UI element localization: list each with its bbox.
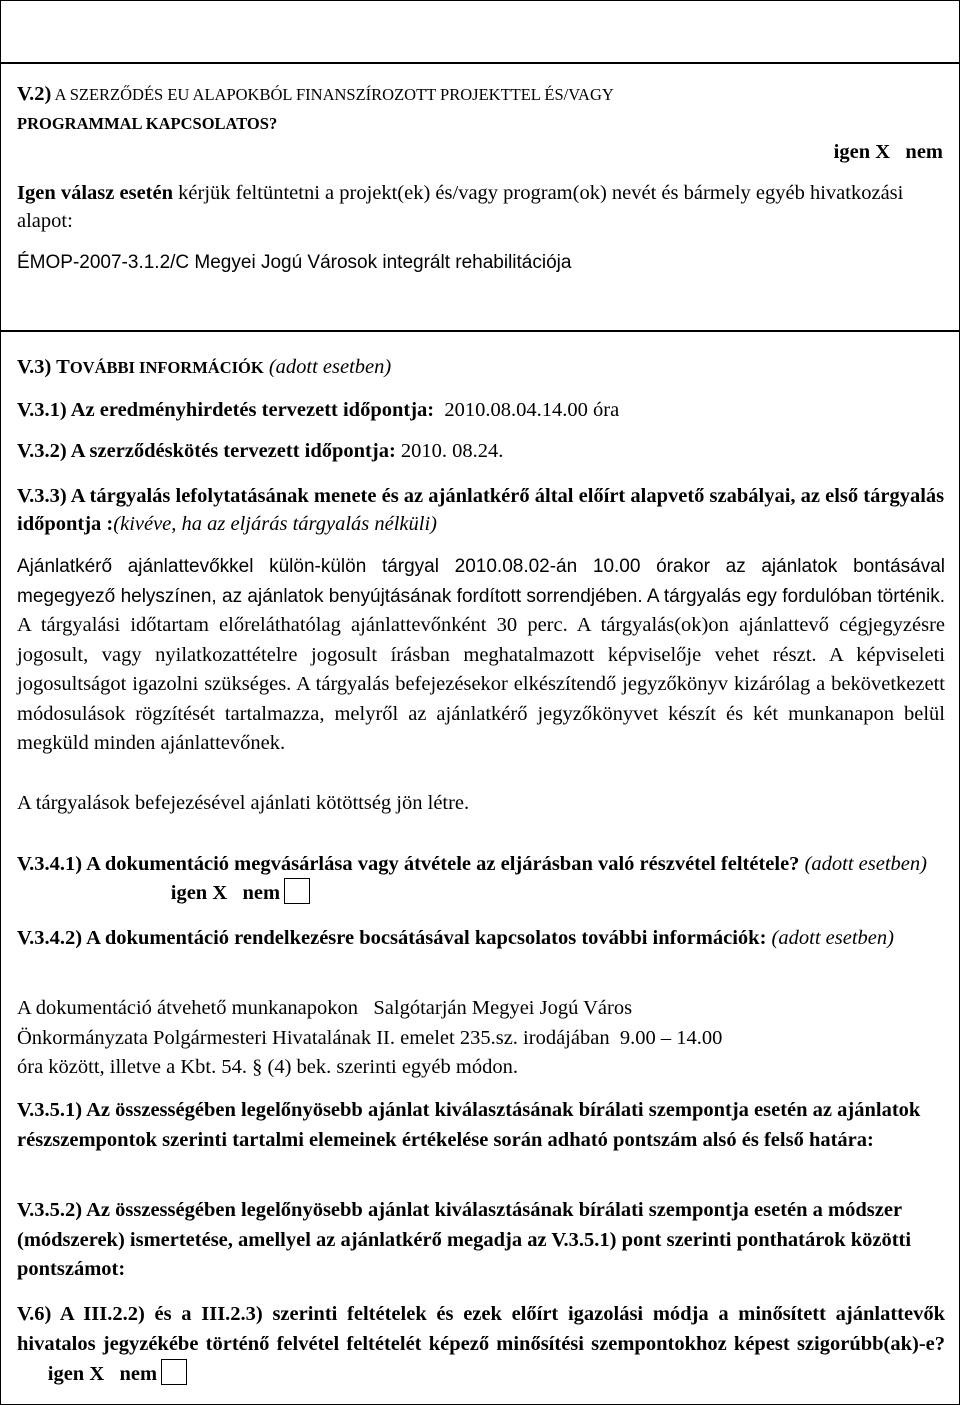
v33-body-sans: Ajánlatkérő ajánlattevőkkel külön-külön tárgyal 2010.08.02-án 10.00 órakor az ajánlatok bontásával megegyező helyszínen, az ajánlatok benyújtásának fordított sorrendjében. A tárgyalás egy fordulóban történik. <box>17 556 945 607</box>
section-v2 <box>17 80 945 277</box>
v33-body <box>17 552 945 759</box>
v2-title-line2: PROGRAMMAL KAPCSOLATOS? <box>17 114 278 133</box>
v33-last: A tárgyalások befejezésével ajánlati kötöttség jön létre. <box>17 792 470 814</box>
v32-value: 2010. 08.24. <box>400 440 504 462</box>
v2-instruction <box>17 179 945 235</box>
v6-no: nem <box>119 1363 158 1385</box>
v2-answer-no: nem <box>905 141 943 163</box>
v6-checkbox[interactable] <box>161 1359 187 1385</box>
v352: V.3.5.2) Az összességében legelőnyösebb ajánlat kiválasztásának bírálati szempontja esetén a módszer (módszerek) ismertetése, amellyel az ajánlatkérő megadja az V.3.5.1) pont szerinti ponthatárok közötti pontszámot: <box>17 1199 912 1280</box>
v31-label: V.3.1) Az eredményhirdetés tervezett időpontja: <box>17 399 435 421</box>
v3-title-t: T <box>56 356 70 378</box>
v6-yes: igen X <box>47 1363 105 1385</box>
v341-checkbox[interactable] <box>284 878 310 904</box>
section-v3-title <box>17 353 945 382</box>
v2-num: V.2) <box>17 83 52 105</box>
v342-bold: V.3.4.2) A dokumentáció rendelkezésre bocsátásával kapcsolatos további információk: <box>17 927 767 949</box>
v341-note: (adott esetben) <box>799 853 927 875</box>
v6-text: V.6) A III.2.2) és a III.2.3) szerinti feltételek és ezek előírt igazolási módja a minősített ajánlattevők hivatalos jegyzékébe történő felvétel feltételét képező minősítési szempontokhoz képest szigorúbb(ak)-e? <box>17 1303 945 1355</box>
v33-title-note: (kivéve, ha az eljárás tárgyalás nélküli) <box>113 513 438 535</box>
v341-no: nem <box>242 882 281 904</box>
v2-instruction-bold: Igen válasz esetén <box>17 182 174 204</box>
v31-value: 2010.08.04.14.00 óra <box>444 399 620 421</box>
divider-top <box>0 62 960 64</box>
v2-answer-yes: igen X <box>833 141 891 163</box>
v32-label: V.3.2) A szerződéskötés tervezett időpontja: <box>17 440 396 462</box>
v351: V.3.5.1) Az összességében legelőnyösebb ajánlat kiválasztásának bírálati szempontja esetén az ajánlatok részszempontok szerinti tartalmi elemeinek értékelése során adható pontszám alsó és felső határa: <box>17 1099 921 1151</box>
v342-line1: A dokumentáció átvehető munkanapokon Salgótarján Megyei Jogú Város <box>17 997 633 1019</box>
v3-title-note: (adott esetben) <box>263 356 392 378</box>
v2-title <box>17 80 945 138</box>
v341-bold: V.3.4.1) A dokumentáció megvásárlása vagy átvétele az eljárásban való részvétel feltétele? <box>17 853 800 875</box>
v33-title-bold: V.3.3) A tárgyalás lefolytatásának menete és az ajánlatkérő által előírt alapvető szabályai, az első tárgyalás időpontja : <box>17 485 945 535</box>
v341 <box>17 850 945 907</box>
v342-line2: Önkormányzata Polgármesteri Hivatalának II. emelet 235.sz. irodájában 9.00 – 14.00 <box>17 1026 723 1049</box>
v342 <box>17 924 945 952</box>
divider-middle <box>0 330 960 332</box>
v2-instruction-rest: kérjük feltüntetni a projekt(ek) és/vagy program(ok) nevét és bármely egyéb hivatkozási alapot: <box>17 182 904 232</box>
v3-title-rest: OVÁBBI INFORMÁCIÓK <box>69 358 264 377</box>
v342-body <box>17 994 945 1083</box>
v2-project-name: ÉMOP-2007-3.1.2/C Megyei Jogú Városok integrált rehabilitációja <box>17 252 572 273</box>
v31-row <box>17 396 945 424</box>
v33-title <box>17 482 945 538</box>
v342-line3: óra között, illetve a Kbt. 54. § (4) bek. szerinti egyéb módon. <box>17 1056 518 1078</box>
v341-yes: igen X <box>170 882 228 904</box>
v342-note: (adott esetben) <box>766 927 894 949</box>
v2-title-line1: A SZERZŐDÉS EU ALAPOKBÓL FINANSZÍROZOTT PROJEKTTEL ÉS/VAGY <box>51 85 614 104</box>
v2-answer <box>17 138 945 166</box>
v33-body-serif: A tárgyalási időtartam előreláthatólag ajánlattevőnként 30 perc. A tárgyalás(ok)on ajánlattevő cégjegyzésre jogosult, vagy nyilatkozattételre jogosult írásban meghatalmazott képviselője vehet részt. A képviseleti jogosultságot igazolni szükséges. A tárgyalás befejezésekor elkészítendő jegyzőkönyv kizárólag a bekövetkezett módosulások rögzítését tartalmazza, melyről az ajánlatkérő jegyzőkönyvet készít és két munkanapon belül megküld minden ajánlattevőnek. <box>17 614 945 754</box>
v32-row <box>17 437 945 465</box>
v3-num: V.3) <box>17 356 57 378</box>
section-v6 <box>17 1300 945 1390</box>
